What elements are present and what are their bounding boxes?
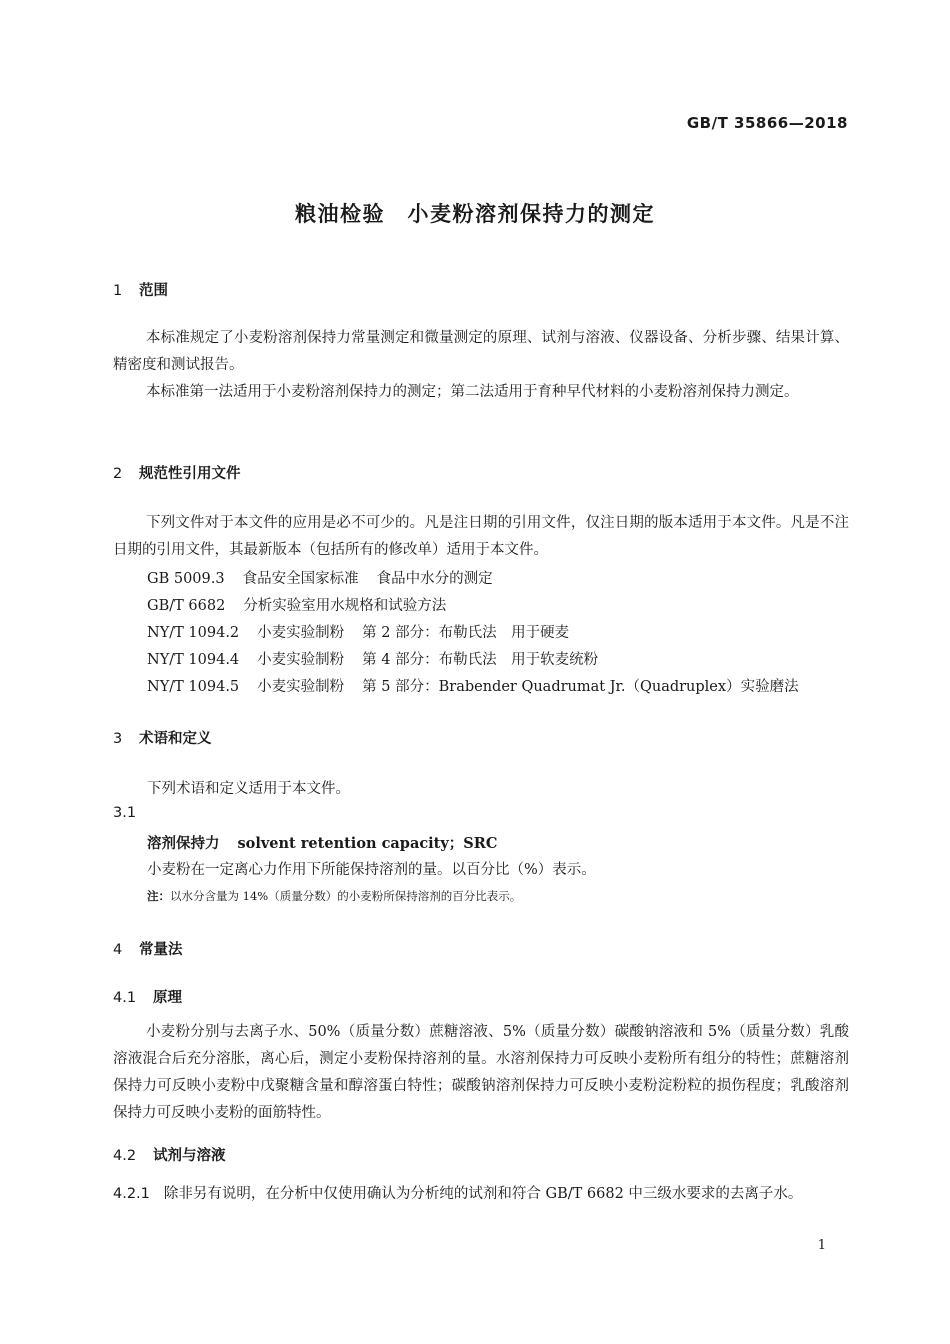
term-note xyxy=(147,888,521,904)
term-english: solvent retention capacity；SRC xyxy=(237,835,498,852)
section-4-1-heading xyxy=(113,986,182,1007)
reference-code: NY/T 1094.2 xyxy=(147,625,240,641)
reference-subtitle: 第 5 部分：Brabender Quadrumat Jr.（Quadruplex）实验磨法 xyxy=(362,679,799,695)
section-2-heading xyxy=(113,462,241,483)
section-number: 3 xyxy=(113,731,123,747)
term-chinese: 溶剂保持力 xyxy=(147,836,220,852)
reference-subtitle: 食品中水分的测定 xyxy=(376,571,493,587)
reference-item xyxy=(147,621,569,642)
clause-number: 4.2.1 xyxy=(113,1186,150,1202)
section-number: 2 xyxy=(113,466,123,482)
section-1-heading xyxy=(113,279,168,300)
reference-title: 食品安全国家标准 xyxy=(242,571,359,587)
section-3-heading xyxy=(113,727,212,748)
subsection-number: 4.2 xyxy=(113,1148,137,1164)
standard-code: GB/T 35866—2018 xyxy=(686,114,848,132)
reference-subtitle: 第 4 部分：布勒氏法 用于软麦统粉 xyxy=(362,652,599,668)
references-intro: 下列文件对于本文件的应用是必不可少的。凡是注日期的引用文件，仅注日期的版本适用于本文件。凡是不注日期的引用文件，其最新版本（包括所有的修改单）适用于本文件。 xyxy=(113,515,849,558)
section-4-heading xyxy=(113,938,183,959)
reference-title: 小麦实验制粉 xyxy=(257,625,345,641)
section-title: 规范性引用文件 xyxy=(139,466,241,482)
reference-code: NY/T 1094.5 xyxy=(147,679,240,695)
section-number: 4 xyxy=(113,942,123,958)
scope-paragraph-1: 本标准规定了小麦粉溶剂保持力常量测定和微量测定的原理、试剂与溶液、仪器设备、分析步骤、结果计算、精密度和测试报告。 xyxy=(113,330,849,373)
reference-code: GB 5009.3 xyxy=(147,571,225,587)
note-text: 以水分含量为 14%（质量分数）的小麦粉所保持溶剂的百分比表示。 xyxy=(170,889,522,903)
reference-title: 小麦实验制粉 xyxy=(257,679,345,695)
reference-subtitle: 第 2 部分：布勒氏法 用于硬麦 xyxy=(362,625,570,641)
section-4-2-heading xyxy=(113,1144,226,1165)
reference-item xyxy=(147,675,799,696)
reference-code: GB/T 6682 xyxy=(147,598,226,614)
clause-text: 除非另有说明，在分析中仅使用确认为分析纯的试剂和符合 GB/T 6682 中三级水要求的去离子水。 xyxy=(163,1186,803,1202)
reference-item xyxy=(147,648,598,669)
term-entry xyxy=(147,832,497,853)
term-definition: 小麦粉在一定离心力作用下所能保持溶剂的量。以百分比（%）表示。 xyxy=(147,862,596,878)
document-title: 粮油检验 小麦粉溶剂保持力的测定 xyxy=(295,202,655,226)
reference-title: 小麦实验制粉 xyxy=(257,652,345,668)
page-number: 1 xyxy=(817,1238,826,1253)
section-number: 1 xyxy=(113,283,123,299)
reference-item xyxy=(147,594,446,615)
section-title: 常量法 xyxy=(139,942,183,958)
section-title: 范围 xyxy=(139,283,168,299)
reference-code: NY/T 1094.4 xyxy=(147,652,240,668)
reference-title: 分析实验室用水规格和试验方法 xyxy=(243,598,447,614)
clause-4-2-1 xyxy=(113,1181,849,1208)
scope-paragraph-2: 本标准第一法适用于小麦粉溶剂保持力的测定；第二法适用于育种早代材料的小麦粉溶剂保持力测定。 xyxy=(146,384,799,400)
subsection-number: 4.1 xyxy=(113,990,137,1006)
subsection-title: 原理 xyxy=(153,990,182,1006)
term-number: 3.1 xyxy=(113,805,137,821)
section-title: 术语和定义 xyxy=(139,731,212,747)
principle-paragraph: 小麦粉分别与去离子水、50%（质量分数）蔗糖溶液、5%（质量分数）碳酸钠溶液和 5%（质量分数）乳酸溶液混合后充分溶胀，离心后，测定小麦粉保持溶剂的量。水溶剂保持力可反映小麦粉所有组分的特性；蔗糖溶剂保持力可反映小麦粉中戊聚糖含量和醇溶蛋白特性；碳酸钠溶剂保持力可反映小麦粉淀粉粒的损伤程度；乳酸溶剂保持力可反映小麦粉的面筋特性。 xyxy=(113,1024,849,1121)
reference-item xyxy=(147,567,493,588)
note-label: 注： xyxy=(147,889,170,903)
subsection-title: 试剂与溶液 xyxy=(153,1148,226,1164)
terms-intro: 下列术语和定义适用于本文件。 xyxy=(147,781,350,797)
